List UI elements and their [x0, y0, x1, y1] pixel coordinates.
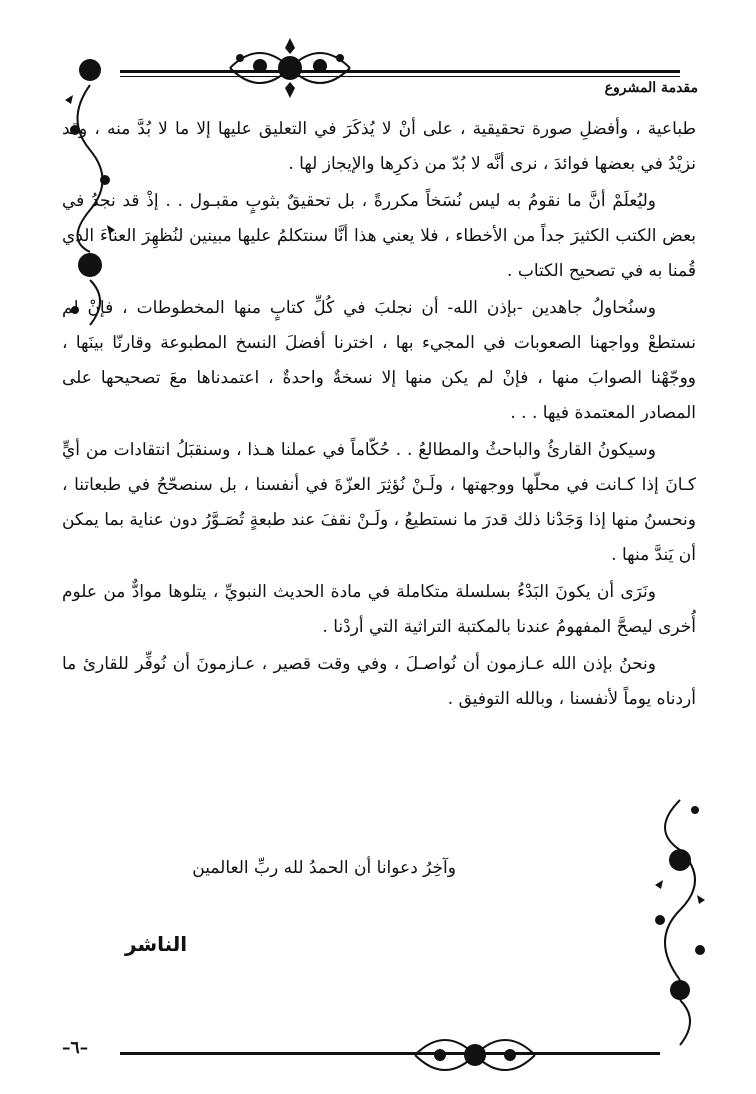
header-rule — [120, 70, 680, 73]
footer-rule — [120, 1052, 660, 1055]
paragraph: وسيكونُ القارئُ والباحثُ والمطالعُ . . حُكّاماً في عملنا هـذا ، وسنقبَلُ انتقادات من أيٍّ كـانَ إذا كـانت في محلّها ووجهتها ، ولَـنْ نُؤثِرَ العزّةَ في أنفسنا ، بل سنصحّحُ في طبعاتنا ، ونحسنُ منها إذا وَجَدْنا ذلك قدرَ ما نستطيعُ ، ولَـنْ نقفَ عند طبعةٍ تُصَـوَّرُ دون عناية بما يمكن أن يَندَّ منها . — [61, 440, 696, 565]
bottom-floral-ornament — [410, 1020, 540, 1090]
paragraph: وسنُحاولُ جاهدين -بإذن الله- أن نجلبَ في كُلِّ كتابٍ منها المخطوطات ، فإنْ لم نستطعْ وواجهنا الصعوبات في المجيء بها ، اخترنا أفضلَ النسخ المطبوعة وقارنّا بينَها ، ووجّهْنا الصوابَ منها ، فإنْ لم يكن منها إلا نسخةٌ واحدةٌ ، اعتمدناها معَ تصحيحها على المصادر المعتمدة فيها . . . — [62, 298, 696, 423]
publisher-signature: الناشر — [125, 932, 188, 956]
running-title: مقدمة المشروع — [604, 80, 698, 96]
header-rule-thin — [120, 76, 680, 77]
top-floral-ornament — [220, 28, 360, 108]
paragraph: وليُعلَمْ أنَّ ما نقومُ به ليس نُسَخاً مكررةً ، بل تحقيقٌ بثوبٍ مقبـول . . إذْ قد نجدُ في بعض الكتب الكثيرَ جداً من الأخطاء ، فلا يعني هذا أنَّا سنتكلمُ عليها مبينين لنُظهِرَ العناءَ الذي قُمنا به في تصحيح الكتاب . — [62, 191, 696, 281]
closing-line: وآخِرُ دعوانا أن الحمدُ لله ربِّ العالمين — [192, 858, 456, 878]
page-number: –٦– — [62, 1038, 89, 1058]
paragraph: ونحنُ بإذن الله عـازمون أن نُواصـلَ ، وفي وقت قصير ، عـازمونَ أن نُوفِّر للقارئ ما أردناه يوماً لأنفسنا ، وبالله التوفيق . — [62, 654, 696, 709]
body-text — [62, 112, 696, 717]
paragraph: ونَرَى أن يكونَ البَدْءُ بسلسلة متكاملة في مادة الحديث النبويِّ ، يتلوها موادٌّ من علوم أُخرى ليصحَّ المفهومُ عندنا بالمكتبة التراثية التي أردْنا . — [62, 582, 696, 637]
right-bottom-ornament — [640, 790, 720, 1050]
paragraph: طباعية ، وأفضلِ صورة تحقيقية ، على أنْ لا يُذكَرَ في التعليق عليها إلا ما لا بُدَّ منه ، وقد نزيْدُ في بعضها فوائدَ ، نرى أنَّه لا بُدّ من ذكرِها والإيجاز لها . — [62, 119, 696, 174]
